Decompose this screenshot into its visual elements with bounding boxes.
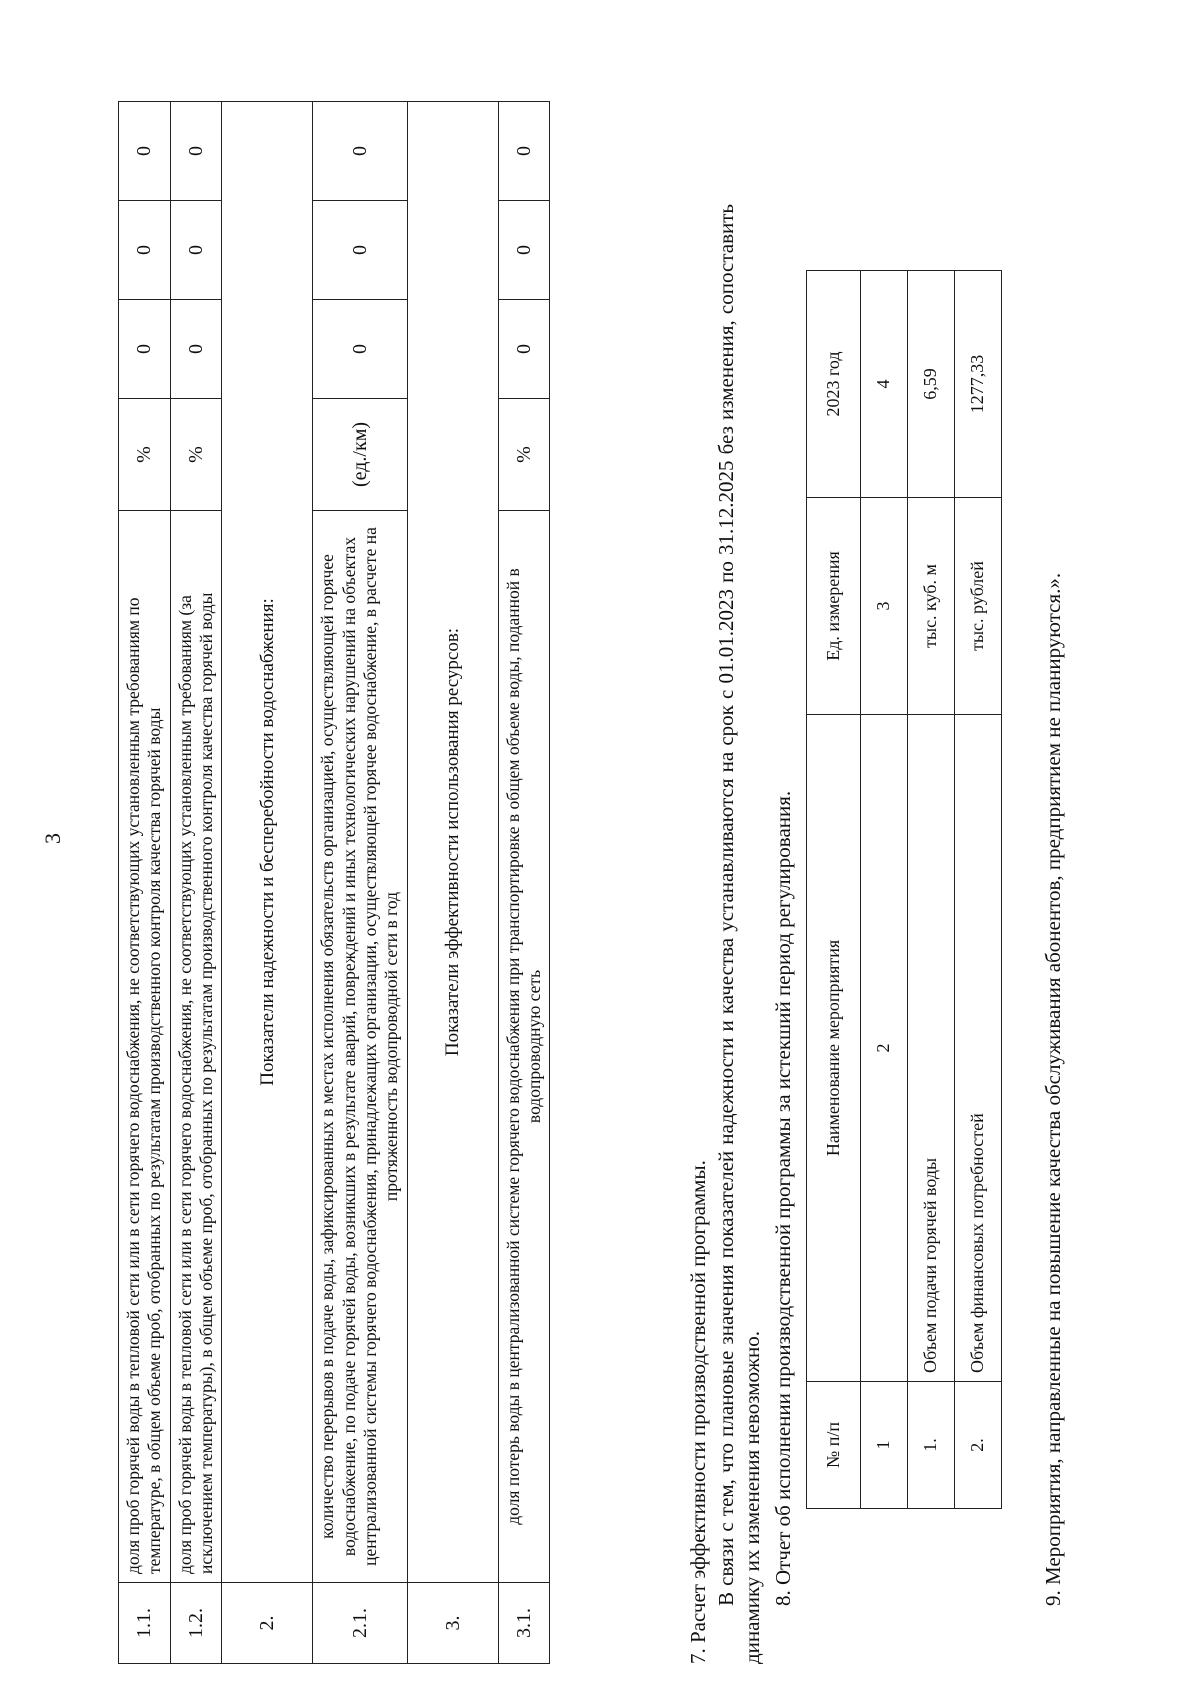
row-number: 2.1. <box>313 1583 407 1664</box>
indicator-name: доля проб горячей воды в тепловой сети или в сети горячего водоснабжения, не соответствующих установленным требованиям (за исключением температуры), в общем объеме проб, отобранных по результатам производственного контроля качества горячей воды <box>170 511 222 1583</box>
indicator-unit: % <box>119 399 171 511</box>
column-header: Наименование мероприятия <box>807 715 861 1382</box>
table-row <box>955 271 1002 1509</box>
column-number: 2 <box>861 715 908 1382</box>
section-title: Показатели надежности и бесперебойности водоснабжения: <box>222 102 313 1583</box>
indicator-value: 0 <box>170 102 222 201</box>
indicator-value: 0 <box>170 300 222 399</box>
row-number: 2. <box>955 1382 1002 1509</box>
indicator-value: 0 <box>498 102 550 201</box>
row-number: 3.1. <box>498 1583 550 1664</box>
indicator-unit: % <box>498 399 550 511</box>
report-table <box>806 270 1002 1509</box>
column-number: 3 <box>861 498 908 715</box>
indicator-unit: % <box>170 399 222 511</box>
section-8-heading: 8. Отчет об исполнении производственной программы за истекший период регулирования. <box>771 790 795 1606</box>
indicator-value: 0 <box>313 102 407 201</box>
column-number: 4 <box>861 271 908 498</box>
indicator-name: доля проб горячей воды в тепловой сети или в сети горячего водоснабжения, не соответствующих установленным требованиям по температуре, в общем объеме проб, отобранных по результатам производственного контроля качества горячей воды <box>119 511 171 1583</box>
activity-value: 1277,33 <box>955 271 1002 498</box>
table-row <box>908 271 955 1509</box>
activity-name: Объем подачи горячей воды <box>908 715 955 1382</box>
indicator-name: количество перерывов в подаче воды, зафиксированных в местах исполнения обязательств организацией, осуществляющей горячее водоснабжение, по подаче горячей воды, возникших в результате аварий, повреждений и иных технологических нарушений на объектах централизованной системы горячего водоснабжения, принадлежащих организации, осуществляющей горячее водоснабжение, в расчете на протяженность водопроводной сети в год <box>313 511 407 1583</box>
indicators-table <box>118 101 550 1664</box>
indicator-value: 0 <box>119 201 171 300</box>
indicator-value: 0 <box>498 300 550 399</box>
section-number: 2. <box>222 1583 313 1664</box>
column-header: № п/п <box>807 1382 861 1509</box>
section-7-body: В связи с тем, что плановые значения показателей надежности и качества устанавливаются на срок с 01.01.2023 по 31.12.2025 без изменения, сопоставить динамику их изменения невозможно. <box>714 204 765 1664</box>
indicator-value: 0 <box>119 300 171 399</box>
activity-name: Объем финансовых потребностей <box>955 715 1002 1382</box>
table-row <box>170 102 222 1664</box>
column-number-row <box>861 271 908 1509</box>
row-number: 1.2. <box>170 1583 222 1664</box>
row-number: 1.1. <box>119 1583 171 1664</box>
activity-value: 6,59 <box>908 271 955 498</box>
section-7-heading: 7. Расчет эффективности производственной программы. <box>686 1160 710 1664</box>
indicator-value: 0 <box>119 102 171 201</box>
table-row <box>498 102 550 1664</box>
indicator-value: 0 <box>313 300 407 399</box>
indicator-name: доля потерь воды в централизованной системе горячего водоснабжения при транспортировке в общем объеме воды, поданной в водопроводную сеть <box>498 511 550 1583</box>
section-number: 3. <box>407 1583 498 1664</box>
table-row <box>313 102 407 1664</box>
column-number: 1 <box>861 1382 908 1509</box>
column-header: Ед. измерения <box>807 498 861 715</box>
page-number: 3 <box>40 833 65 844</box>
indicator-value: 0 <box>170 201 222 300</box>
table-header-row <box>807 271 861 1509</box>
table-row <box>119 102 171 1664</box>
section-title: Показатели эффективности использования ресурсов: <box>407 102 498 1583</box>
section-row <box>222 102 313 1664</box>
column-header: 2023 год <box>807 271 861 498</box>
indicator-value: 0 <box>498 201 550 300</box>
indicator-value: 0 <box>313 201 407 300</box>
activity-unit: тыс. куб. м <box>908 498 955 715</box>
indicator-unit: (ед./км) <box>313 399 407 511</box>
section-9-text: 9. Мероприятия, направленные на повышение качества обслуживания абонентов, предприятием не планируются.». <box>1041 572 1065 1606</box>
row-number: 1. <box>908 1382 955 1509</box>
activity-unit: тыс. рублей <box>955 498 1002 715</box>
section-row <box>407 102 498 1664</box>
